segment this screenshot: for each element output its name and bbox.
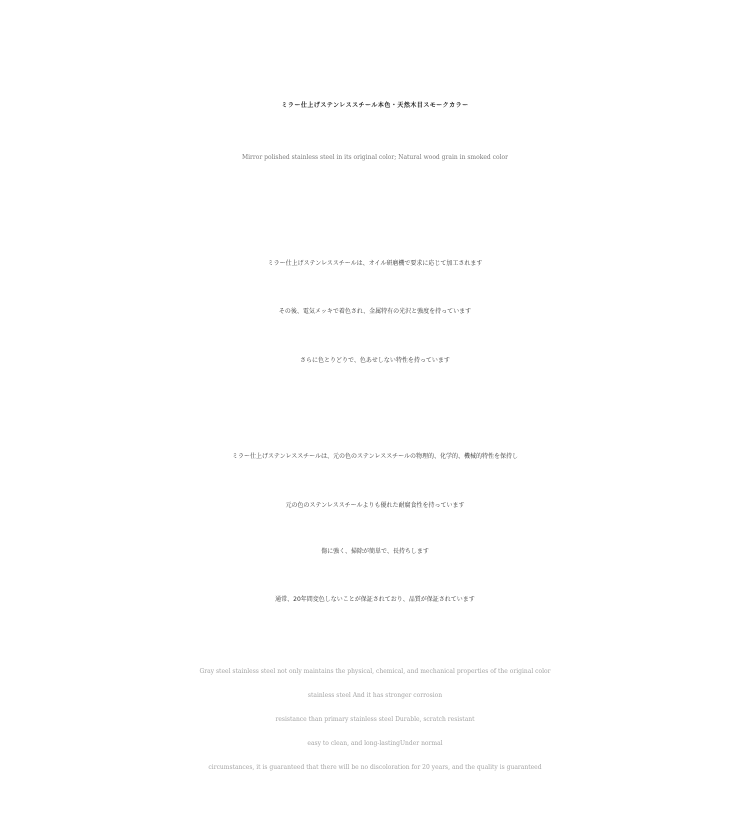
page-title: ミラー仕上げステンレススチール本色・天然木目スモークカラー bbox=[281, 102, 469, 109]
english-description-line: circumstances, it is guaranteed that there will be no discoloration for 20 years, and the quality is guaranteed bbox=[208, 764, 542, 771]
english-description-line: resistance than primary stainless steel Durable, scratch resistant bbox=[275, 716, 475, 723]
description-line: ミラー仕上げステンレススチールは、オイル研磨機で要求に応じて加工されます bbox=[267, 260, 483, 267]
english-description-line: Gray steel stainless steel not only maintains the physical, chemical, and mechanical properties of the original color bbox=[199, 668, 551, 675]
description-line: 通常、20年間変色しないことが保証されており、品質が保証されています bbox=[275, 596, 475, 603]
description-line: ミラー仕上げステンレススチールは、元の色のステンレススチールの物理的、化学的、機械的特性を保持し bbox=[231, 453, 519, 460]
description-line: さらに色とりどりで、色あせしない特性を持っています bbox=[300, 357, 450, 364]
english-description-line: easy to clean, and long-lastingUnder normal bbox=[307, 740, 443, 747]
page-subtitle: Mirror polished stainless steel in its original color; Natural wood grain in smoked color bbox=[241, 154, 509, 161]
description-line: 元の色のステンレススチールよりも優れた耐腐食性を持っています bbox=[285, 502, 465, 509]
english-description-line: stainless steel And it has stronger corrosion bbox=[307, 692, 443, 699]
description-line: 傷に強く、掃除が簡単で、長持ちします bbox=[321, 548, 429, 555]
description-line: その後、電気メッキで着色され、金属特有の光沢と強度を持っています bbox=[278, 308, 472, 315]
